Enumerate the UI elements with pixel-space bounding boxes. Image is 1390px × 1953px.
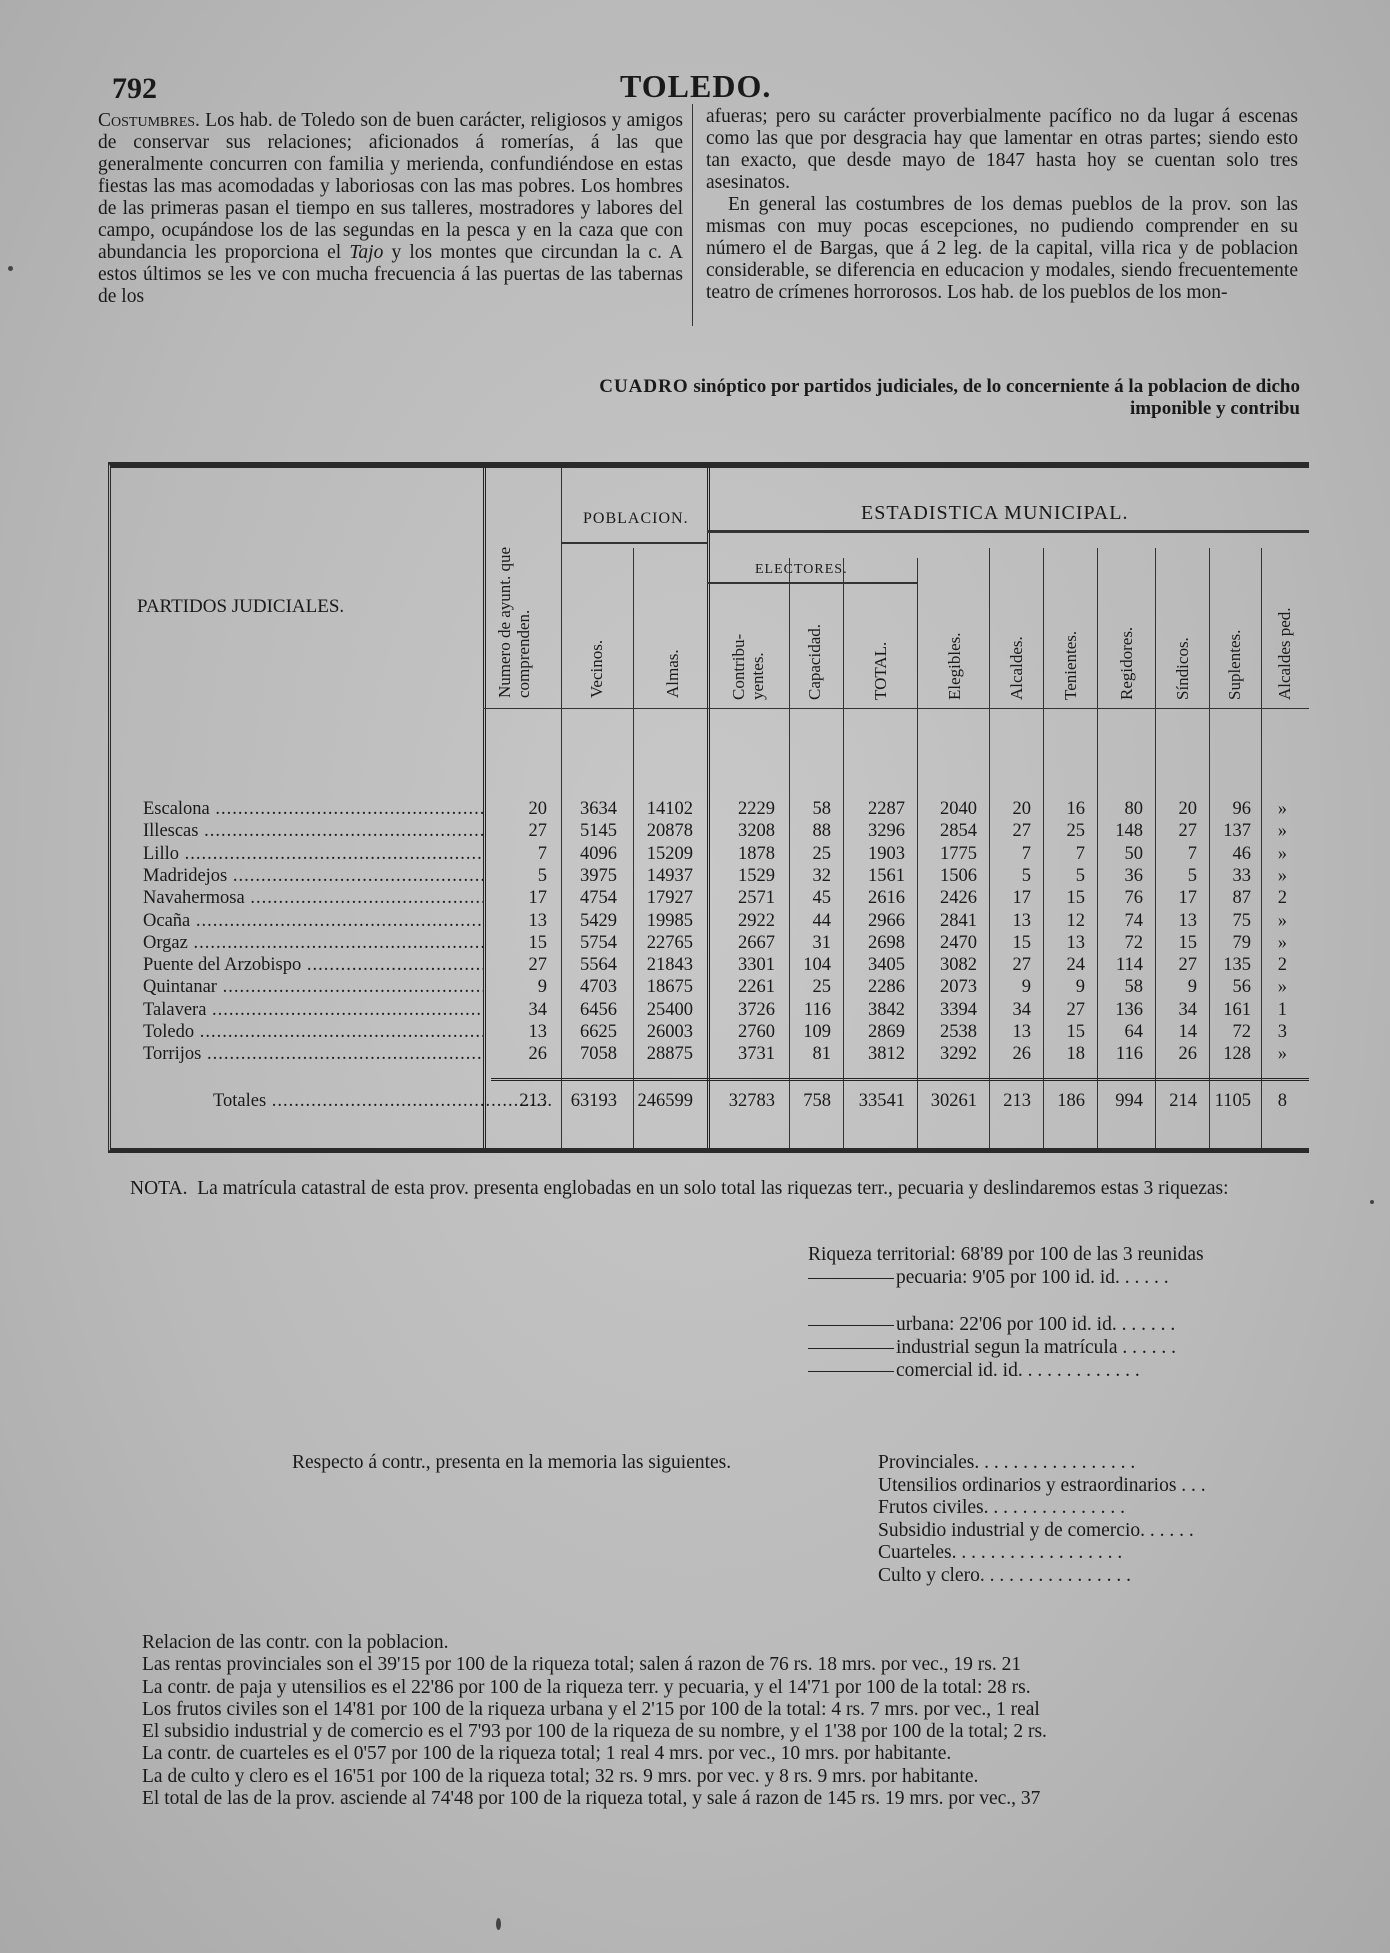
- table-cell: 186: [1057, 1091, 1085, 1111]
- table-cell: 17: [1178, 888, 1197, 909]
- table-cell: 58: [812, 799, 831, 819]
- table-cell: 26: [1012, 1044, 1031, 1065]
- table-cell: 5754: [580, 932, 617, 953]
- table-cell: 15: [1178, 932, 1197, 953]
- table-cell: 9: [1075, 977, 1085, 998]
- table-cell: 87: [1232, 888, 1251, 909]
- table-cell: 3301: [738, 955, 775, 976]
- table-cell: 13: [1012, 910, 1031, 931]
- header-regidores: Regidores.: [1117, 626, 1136, 700]
- header-sindicos: Síndicos.: [1173, 637, 1192, 700]
- table-cell: 26003: [646, 1022, 693, 1042]
- table-cell: 72: [1124, 932, 1143, 953]
- ink-spot: [1370, 1200, 1374, 1204]
- table-cell: 7: [537, 843, 547, 864]
- table-cell: 214: [1169, 1091, 1197, 1111]
- table-cell: 19985: [646, 910, 693, 931]
- table-cell: 80: [1124, 799, 1143, 819]
- nota: [108, 1178, 1308, 1200]
- table-cell: 96: [1232, 799, 1251, 819]
- table-cell: 56: [1232, 977, 1251, 998]
- table-cell: 3082: [940, 955, 977, 976]
- table-cell: 1878: [738, 843, 775, 864]
- table-cell: 27: [1178, 821, 1197, 842]
- table-cell: 3296: [868, 821, 905, 842]
- table-cell: 13: [1178, 910, 1197, 931]
- table-cell: 9: [1187, 977, 1197, 998]
- table-cell: 2: [1277, 888, 1287, 909]
- table-cell: 75: [1232, 910, 1251, 931]
- table-cell: 8: [1277, 1091, 1287, 1111]
- table-cell: 31: [812, 932, 831, 953]
- table-cell: 20: [1012, 799, 1031, 819]
- relacion-block: [142, 1632, 1312, 1810]
- table-cell: 74: [1124, 910, 1143, 931]
- table-cell: 34: [528, 999, 547, 1020]
- table-cell: 136: [1115, 999, 1143, 1020]
- relacion-line: La de culto y clero es el 16'51 por 100 de la riqueza total; 32 rs. 9 mrs. por vec. y 8 rs. 9 mrs. por habitante.: [142, 1765, 979, 1787]
- partido-name: Navahermosa .....: [143, 887, 483, 909]
- table-cell: 128: [1223, 1044, 1251, 1065]
- partido-name: Puente del Arzobispo .....: [143, 954, 483, 976]
- table-cell: 14937: [646, 865, 693, 886]
- header-tenientes: Tenientes.: [1061, 630, 1080, 700]
- table-cell: 2841: [940, 910, 977, 931]
- table-cell: 18675: [646, 977, 693, 998]
- table-cell: »: [1277, 1044, 1287, 1065]
- table-cell: 9: [537, 977, 547, 998]
- nota-label: NOTA.: [130, 1178, 188, 1199]
- table-cell: 21843: [646, 955, 693, 976]
- table-cell: 25: [1066, 821, 1085, 842]
- table-cell: 25: [812, 843, 831, 864]
- header-poblacion: POBLACION.: [583, 510, 689, 527]
- table-cell: 34: [1178, 999, 1197, 1020]
- table-cell: 994: [1115, 1091, 1143, 1111]
- table-cell: 32783: [728, 1091, 775, 1111]
- table-cell: 758: [803, 1091, 831, 1111]
- table-cell: 15: [1012, 932, 1031, 953]
- table-row: [111, 865, 1309, 887]
- table-cell: 4754: [580, 888, 617, 909]
- table-cell: 1903: [868, 843, 905, 864]
- relacion-line: Los frutos civiles son el 14'81 por 100 de la riqueza urbana y el 2'15 por 100 de la total: 4 rs. 7 mrs. por vec., 1 real: [142, 1698, 1040, 1720]
- synoptic-table: [108, 462, 1309, 1153]
- table-cell: 26: [1178, 1044, 1197, 1065]
- partido-name: Torrijos .....: [143, 1043, 483, 1065]
- table-cell: 45: [812, 888, 831, 909]
- table-cell: 2229: [738, 799, 775, 819]
- partido-name: Ocaña .....: [143, 910, 483, 932]
- table-cell: 3812: [868, 1044, 905, 1065]
- table-cell: 25400: [646, 999, 693, 1020]
- table-cell: 12: [1066, 910, 1085, 931]
- header-total: TOTAL.: [871, 641, 890, 700]
- left-tail: y los montes que circundan la c. A estos últimos se les ve con mucha frecuencia á las puertas de las tabernas de los: [98, 242, 683, 307]
- table-cell: 3394: [940, 999, 977, 1020]
- table-cell: 27: [1012, 955, 1031, 976]
- table-cell: 148: [1115, 821, 1143, 842]
- table-row: [111, 932, 1309, 954]
- table-cell: 63193: [570, 1091, 617, 1111]
- table-cell: 4096: [580, 843, 617, 864]
- table-cell: »: [1277, 799, 1287, 819]
- table-cell: 33: [1232, 865, 1251, 886]
- table-cell: 5: [1021, 865, 1031, 886]
- table-cell: »: [1277, 932, 1287, 953]
- table-row: [111, 887, 1309, 909]
- contr-cuarteles: Cuarteles. . . . . . . . . . . . . . . . . .: [878, 1542, 1123, 1563]
- table-cell: 15: [1066, 888, 1085, 909]
- table-row: [111, 910, 1309, 932]
- contr-list: [878, 1452, 1206, 1587]
- table-cell: 32: [812, 865, 831, 886]
- table-cell: 15209: [646, 843, 693, 864]
- table-cell: 3726: [738, 999, 775, 1020]
- table-cell: 13: [528, 910, 547, 931]
- table-cell: 44: [812, 910, 831, 931]
- caption-cuadro: CUADRO: [599, 376, 689, 397]
- header-estadistica: ESTADISTICA MUNICIPAL.: [861, 502, 1129, 524]
- header-suplentes: Suplentes.: [1225, 629, 1244, 700]
- table-cell: 3208: [738, 821, 775, 842]
- totals-row: [111, 1090, 1309, 1112]
- table-cell: 76: [1124, 888, 1143, 909]
- header-partidos: PARTIDOS JUDICIALES.: [137, 596, 345, 617]
- table-cell: 27: [528, 821, 547, 842]
- table-cell: 13: [1066, 932, 1085, 953]
- table-row: [111, 954, 1309, 976]
- column-rule: [692, 104, 693, 326]
- table-cell: 88: [812, 821, 831, 842]
- table-cell: 17: [528, 888, 547, 909]
- table-cell: 213: [519, 1091, 547, 1111]
- table-cell: 17927: [646, 888, 693, 909]
- table-cell: 109: [803, 1022, 831, 1042]
- contr-utensilios: Utensilios ordinarios y estraordinarios . . .: [878, 1474, 1206, 1496]
- riqueza-territorial: Riqueza territorial: 68'89 por 100 de las 3 reunidas: [808, 1244, 1204, 1265]
- header-capacidad: Capacidad.: [805, 624, 824, 700]
- relacion-line: La contr. de paja y utensilios es el 22'86 por 100 de la riqueza terr. y pecuaria, y el 14'71 por 100 de la total: 28 rs.: [142, 1676, 1031, 1698]
- table-cell: 13: [528, 1022, 547, 1042]
- table-cell: 1529: [738, 865, 775, 886]
- ink-spot: [496, 1918, 501, 1930]
- table-cell: 1775: [940, 843, 977, 864]
- left-body: Los hab. de Toledo son de buen carácter, religiosos y amigos de conservar sus relaciones; aficionados á romerías, á las que generalmente concurren con familia y merienda, confundiéndose en estas fiestas las mas acomodadas y laboriosas con las mas pobres. Los hombres de las primeras pasan el tiempo en sus talleres, mostradores y labores del campo, ocupándose los de las segundas en la pesca y en la caza que con abundancia les proporciona el: [98, 110, 684, 263]
- table-row: [111, 1021, 1309, 1043]
- table-cell: 27: [1066, 999, 1085, 1020]
- table-row: [111, 843, 1309, 865]
- table-cell: 72: [1232, 1022, 1251, 1042]
- partido-name: Orgaz .....: [143, 932, 483, 954]
- table-cell: 213: [1003, 1091, 1031, 1111]
- table-cell: 2869: [868, 1022, 905, 1042]
- table-cell: 3975: [580, 865, 617, 886]
- table-cell: 2667: [738, 932, 775, 953]
- table-cell: 7: [1075, 843, 1085, 864]
- table-cell: 7: [1021, 843, 1031, 864]
- table-cell: 81: [812, 1044, 831, 1065]
- contr-culto: Culto y clero. . . . . . . . . . . . . . . .: [878, 1564, 1131, 1586]
- table-row: [111, 1043, 1309, 1065]
- table-cell: 24: [1066, 955, 1085, 976]
- table-cell: 27: [1012, 821, 1031, 842]
- partido-name: Toledo .....: [143, 1021, 483, 1043]
- table-cell: 246599: [637, 1091, 693, 1111]
- table-cell: 3731: [738, 1044, 775, 1065]
- table-cell: 161: [1223, 999, 1251, 1020]
- table-cell: 104: [803, 955, 831, 976]
- table-cell: 20878: [646, 821, 693, 842]
- table-cell: 34: [1012, 999, 1031, 1020]
- table-row: [111, 820, 1309, 842]
- table-cell: 26: [528, 1044, 547, 1065]
- right-para-1: afueras; pero su carácter proverbialmente pacífico no da lugar á escenas como las que por desgracia hay que lamentar en otras partes; siendo esto tan exacto, que desde mayo de 1847 hasta hoy se cuentan solo tres asesinatos.: [706, 106, 1298, 193]
- riqueza-comercial: comercial id. id. . . . . . . . . . . . .: [808, 1360, 1140, 1382]
- table-cell: 22765: [646, 932, 693, 953]
- riqueza-industrial: industrial segun la matrícula . . . . . .: [808, 1337, 1176, 1359]
- table-cell: »: [1277, 821, 1287, 842]
- table-cell: 2287: [868, 799, 905, 819]
- table-cell: 25: [812, 977, 831, 998]
- table-cell: 30261: [930, 1091, 977, 1111]
- table-row: [111, 999, 1309, 1021]
- table-cell: 16: [1066, 799, 1085, 819]
- table-cell: 2698: [868, 932, 905, 953]
- running-title: TOLEDO.: [620, 68, 772, 104]
- contr-frutos: Frutos civiles. . . . . . . . . . . . . . .: [878, 1497, 1125, 1518]
- table-cell: 2470: [940, 932, 977, 953]
- riqueza-pecuaria: pecuaria: 9'05 por 100 id. id. . . . . .: [808, 1267, 1169, 1289]
- header-alcaldes: Alcaldes.: [1007, 636, 1026, 700]
- table-cell: 2966: [868, 910, 905, 931]
- table-cell: 6456: [580, 999, 617, 1020]
- table-cell: 2073: [940, 977, 977, 998]
- totals-label: Totales .....: [213, 1090, 553, 1112]
- section-lead: Costumbres.: [98, 110, 200, 131]
- contr-lead: Respecto á contr., presenta en la memoria las siguientes.: [292, 1452, 732, 1473]
- table-cell: 13: [1012, 1022, 1031, 1042]
- table-cell: 27: [528, 955, 547, 976]
- table-cell: 1: [1277, 999, 1287, 1020]
- table-cell: 27: [1178, 955, 1197, 976]
- table-cell: 137: [1223, 821, 1251, 842]
- table-cell: 15: [528, 932, 547, 953]
- table-cell: 2760: [738, 1022, 775, 1042]
- header-electores: ELECTORES.: [755, 562, 848, 577]
- table-cell: 2040: [940, 799, 977, 819]
- relacion-line: La contr. de cuarteles es el 0'57 por 100 de la riqueza total; 1 real 4 mrs. por vec., 10 mrs. por habitante.: [142, 1743, 952, 1765]
- table-cell: 17: [1012, 888, 1031, 909]
- table-cell: 116: [1115, 1044, 1143, 1065]
- table-row: [111, 798, 1309, 820]
- table-cell: 58: [1124, 977, 1143, 998]
- header-almas: Almas.: [663, 649, 682, 698]
- partido-name: Quintanar .....: [143, 976, 483, 998]
- table-cell: 9: [1021, 977, 1031, 998]
- table-cell: 15: [1066, 1022, 1085, 1042]
- header-vecinos: Vecinos.: [587, 639, 606, 698]
- table-cell: 28875: [646, 1044, 693, 1065]
- table-cell: 4703: [580, 977, 617, 998]
- table-cell: 14102: [646, 799, 693, 819]
- table-cell: 50: [1124, 843, 1143, 864]
- table-cell: 5: [1187, 865, 1197, 886]
- table-cell: 3292: [940, 1044, 977, 1065]
- table-cell: 7058: [580, 1044, 617, 1065]
- table-cell: 79: [1232, 932, 1251, 953]
- partido-name: Lillo .....: [143, 843, 483, 865]
- header-alcaldes-pedaneos: Alcaldes ped.: [1275, 607, 1294, 700]
- table-cell: 36: [1124, 865, 1143, 886]
- right-para-2: En general las costumbres de los demas pueblos de la prov. son las mismas con muy pocas escepciones, no pudiendo comprender en su número el de Bargas, que á 2 leg. de la capital, villa rica y de poblacion considerable, se diferencia en educacion y modales, siendo frecuentemente teatro de crímenes horrorosos. Los hab. de los pueblos de los mon-: [706, 194, 1298, 303]
- contr-provinciales: Provinciales. . . . . . . . . . . . . . . . .: [878, 1452, 1136, 1473]
- table-cell: 2261: [738, 977, 775, 998]
- table-cell: 2538: [940, 1022, 977, 1042]
- table-cell: 135: [1223, 955, 1251, 976]
- table-cell: 2426: [940, 888, 977, 909]
- table-cell: 64: [1124, 1022, 1143, 1042]
- table-cell: 5429: [580, 910, 617, 931]
- relacion-line: Relacion de las contr. con la poblacion.: [142, 1632, 449, 1653]
- table-caption: [250, 376, 1300, 420]
- table-cell: 114: [1115, 955, 1143, 976]
- table-cell: 7: [1187, 843, 1197, 864]
- table-cell: 116: [803, 999, 831, 1020]
- table-cell: 5: [1075, 865, 1085, 886]
- table-cell: 3842: [868, 999, 905, 1020]
- table-cell: 2922: [738, 910, 775, 931]
- table-cell: 2286: [868, 977, 905, 998]
- caption-line1: sinóptico por partidos judiciales, de lo concerniente á la poblacion de dicho: [693, 376, 1300, 397]
- table-cell: 6625: [580, 1022, 617, 1042]
- table-cell: 1561: [868, 865, 905, 886]
- caption-line2: imponible y contribu: [1130, 398, 1300, 419]
- table-cell: »: [1277, 910, 1287, 931]
- ink-spot: [8, 266, 13, 271]
- table-cell: 2616: [868, 888, 905, 909]
- partido-name: Madridejos .....: [143, 865, 483, 887]
- table-cell: 20: [1178, 799, 1197, 819]
- partido-name: Talavera .....: [143, 999, 483, 1021]
- table-cell: 3634: [580, 799, 617, 819]
- text-column-right: [706, 106, 1298, 304]
- table-cell: 5: [537, 865, 547, 886]
- table-cell: 5564: [580, 955, 617, 976]
- table-cell: 1506: [940, 865, 977, 886]
- page-number: 792: [112, 72, 157, 105]
- riqueza-urbana: urbana: 22'06 por 100 id. id. . . . . . .: [808, 1314, 1175, 1336]
- relacion-line: Las rentas provinciales son el 39'15 por 100 de la riqueza total; salen á razon de 76 rs. 18 mrs. por vec., 19 rs. 21: [142, 1654, 1022, 1676]
- table-cell: 2571: [738, 888, 775, 909]
- table-cell: 20: [528, 799, 547, 819]
- left-italic: Tajo: [349, 242, 384, 263]
- table-cell: 18: [1066, 1044, 1085, 1065]
- header-ayuntamientos: Numero de ayunt. que comprenden.: [495, 546, 533, 698]
- table-cell: 5145: [580, 821, 617, 842]
- table-cell: 3: [1277, 1022, 1287, 1042]
- partido-name: Illescas .....: [143, 820, 483, 842]
- table-cell: 46: [1232, 843, 1251, 864]
- partido-name: Escalona .....: [143, 798, 483, 820]
- header-contribuyentes: Contribu- yentes.: [729, 633, 767, 700]
- table-cell: 1105: [1214, 1091, 1251, 1111]
- table-cell: 33541: [858, 1091, 905, 1111]
- table-cell: »: [1277, 865, 1287, 886]
- table-cell: »: [1277, 977, 1287, 998]
- table-cell: 2: [1277, 955, 1287, 976]
- text-column-left: [98, 110, 683, 308]
- table-cell: 14: [1178, 1022, 1197, 1042]
- nota-text: La matrícula catastral de esta prov. presenta englobadas en un solo total las riquezas terr., pecuaria y deslindaremos estas 3 riquezas:: [197, 1178, 1229, 1199]
- header-elegibles: Elegibles.: [945, 632, 964, 700]
- table-row: [111, 976, 1309, 998]
- relacion-line: El total de las de la prov. asciende al 74'48 por 100 de la riqueza total, y sale á razon de 145 rs. 19 mrs. por vec., 37: [142, 1788, 1041, 1810]
- table-cell: 3405: [868, 955, 905, 976]
- contr-subsidio: Subsidio industrial y de comercio. . . . . .: [878, 1519, 1194, 1541]
- table-cell: 2854: [940, 821, 977, 842]
- relacion-line: El subsidio industrial y de comercio es el 7'93 por 100 de la riqueza de su nombre, y el 1'38 por 100 de la total; 2 rs.: [142, 1721, 1047, 1743]
- table-cell: »: [1277, 843, 1287, 864]
